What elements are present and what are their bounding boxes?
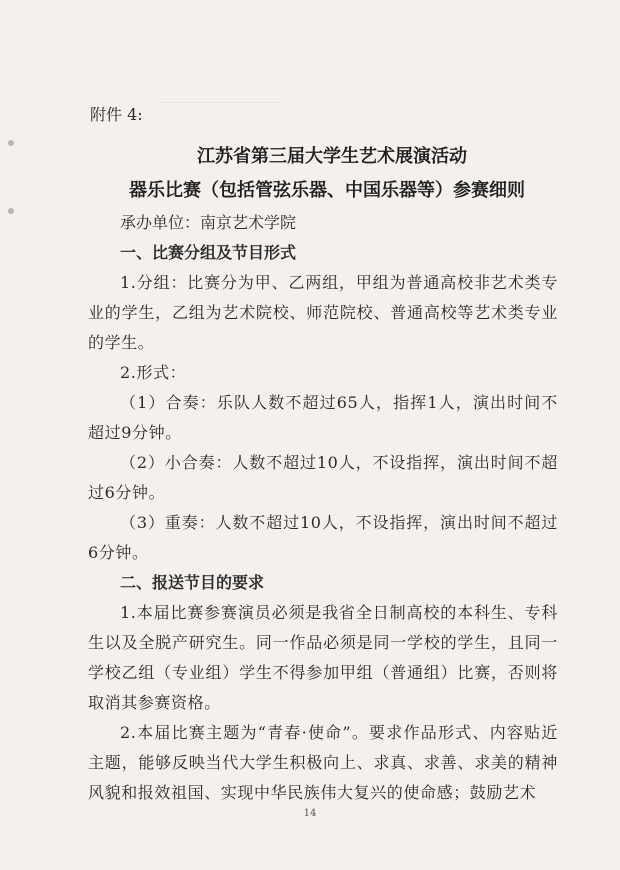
page-number: 14 [303,808,317,819]
section1-paragraph-grouping: 1.分组：比赛分为甲、乙两组，甲组为普通高校非艺术类专业的学生，乙组为艺术院校、师范院校、普通高校等艺术类专业的学生。 [88,273,558,352]
section2-heading: 二、报送节目的要求 [120,573,265,592]
attachment-label: 附件 4: [90,105,143,124]
section2-paragraph-eligibility: 1.本届比赛参赛演员必须是我省全日制高校的本科生、专科生以及全脱产研究生。同一作品必须是同一学校的学生，且同一学校乙组（专业组）学生不得参加甲组（普通组）比赛，否则将取消其参赛资格。 [88,603,558,712]
section1-paragraph-chamber: （3）重奏：人数不超过10人，不设指挥，演出时间不超过6分钟。 [88,513,558,562]
document-title-line2: 器乐比赛（包括管弦乐器、中国乐器等）参赛细则 [129,180,525,201]
document-title-line1: 江苏省第三届大学生艺术展演活动 [197,146,467,167]
binding-hole-mark [8,140,14,146]
section1-heading: 一、比赛分组及节目形式 [120,243,297,262]
section1-paragraph-format: 2.形式： [120,363,187,382]
section1-paragraph-ensemble: （1）合奏：乐队人数不超过65人，指挥1人，演出时间不超过9分钟。 [88,393,558,442]
section2-paragraph-theme: 2.本届比赛主题为“青春·使命”。要求作品形式、内容贴近主题，能够反映当代大学生积极向上、求真、求善、求美的精神风貌和报效祖国、实现中华民族伟大复兴的使命感；鼓励艺术 [88,723,558,802]
document-body [88,100,558,808]
binding-hole-mark [8,208,14,214]
section1-paragraph-small-ensemble: （2）小合奏：人数不超过10人，不设指挥，演出时间不超过6分钟。 [88,453,558,502]
host-unit-line: 承办单位：南京艺术学院 [120,213,297,232]
